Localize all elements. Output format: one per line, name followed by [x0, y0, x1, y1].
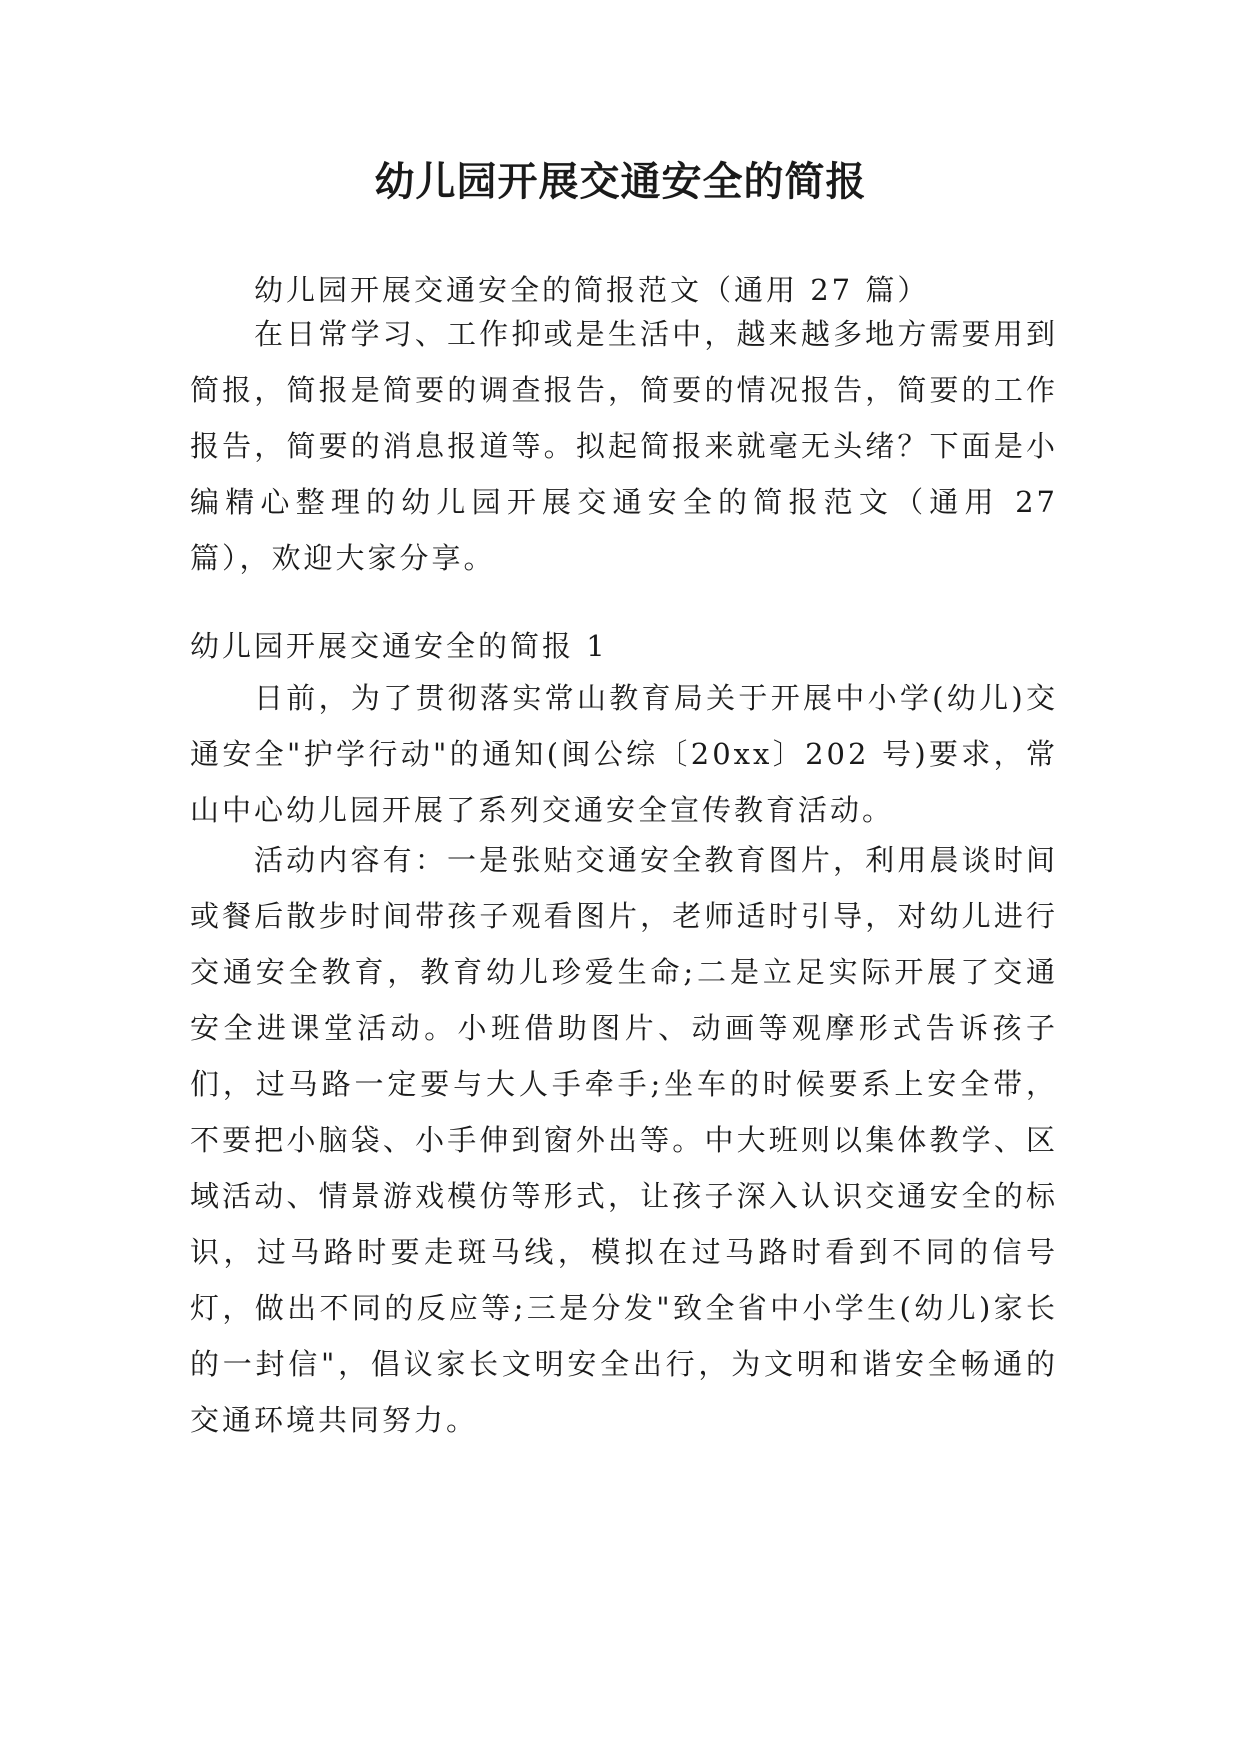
document-subtitle: 幼儿园开展交通安全的简报范文（通用 27 篇） [254, 273, 930, 307]
body-paragraph-1: 日前，为了贯彻落实常山教育局关于开展中小学(幼儿)交通安全"护学行动"的通知(闽公综〔20xx〕202 号)要求，常山中心幼儿园开展了系列交通安全宣传教育活动。 [190, 681, 1058, 827]
section-heading: 幼儿园开展交通安全的简报 1 [190, 629, 608, 663]
document-title: 幼儿园开展交通安全的简报 [374, 159, 867, 205]
intro-paragraph: 在日常学习、工作抑或是生活中，越来越多地方需要用到简报，简报是简要的调查报告，简要的情况报告，简要的工作报告，简要的消息报道等。拟起简报来就毫无头绪？下面是小编精心整理的幼儿园开展交通安全的简报范文（通用 27 篇），欢迎大家分享。 [190, 317, 1058, 575]
body-paragraph-2: 活动内容有：一是张贴交通安全教育图片，利用晨谈时间或餐后散步时间带孩子观看图片，老师适时引导，对幼儿进行交通安全教育，教育幼儿珍爱生命;二是立足实际开展了交通安全进课堂活动。小班借助图片、动画等观摩形式告诉孩子们，过马路一定要与大人手牵手;坐车的时候要系上安全带，不要把小脑袋、小手伸到窗外出等。中大班则以集体教学、区域活动、情景游戏模仿等形式，让孩子深入认识交通安全的标识，过马路时要走斑马线，模拟在过马路时看到不同的信号灯，做出不同的反应等;三是分发"致全省中小学生(幼儿)家长的一封信"，倡议家长文明安全出行，为文明和谐安全畅通的交通环境共同努力。 [190, 843, 1058, 1437]
